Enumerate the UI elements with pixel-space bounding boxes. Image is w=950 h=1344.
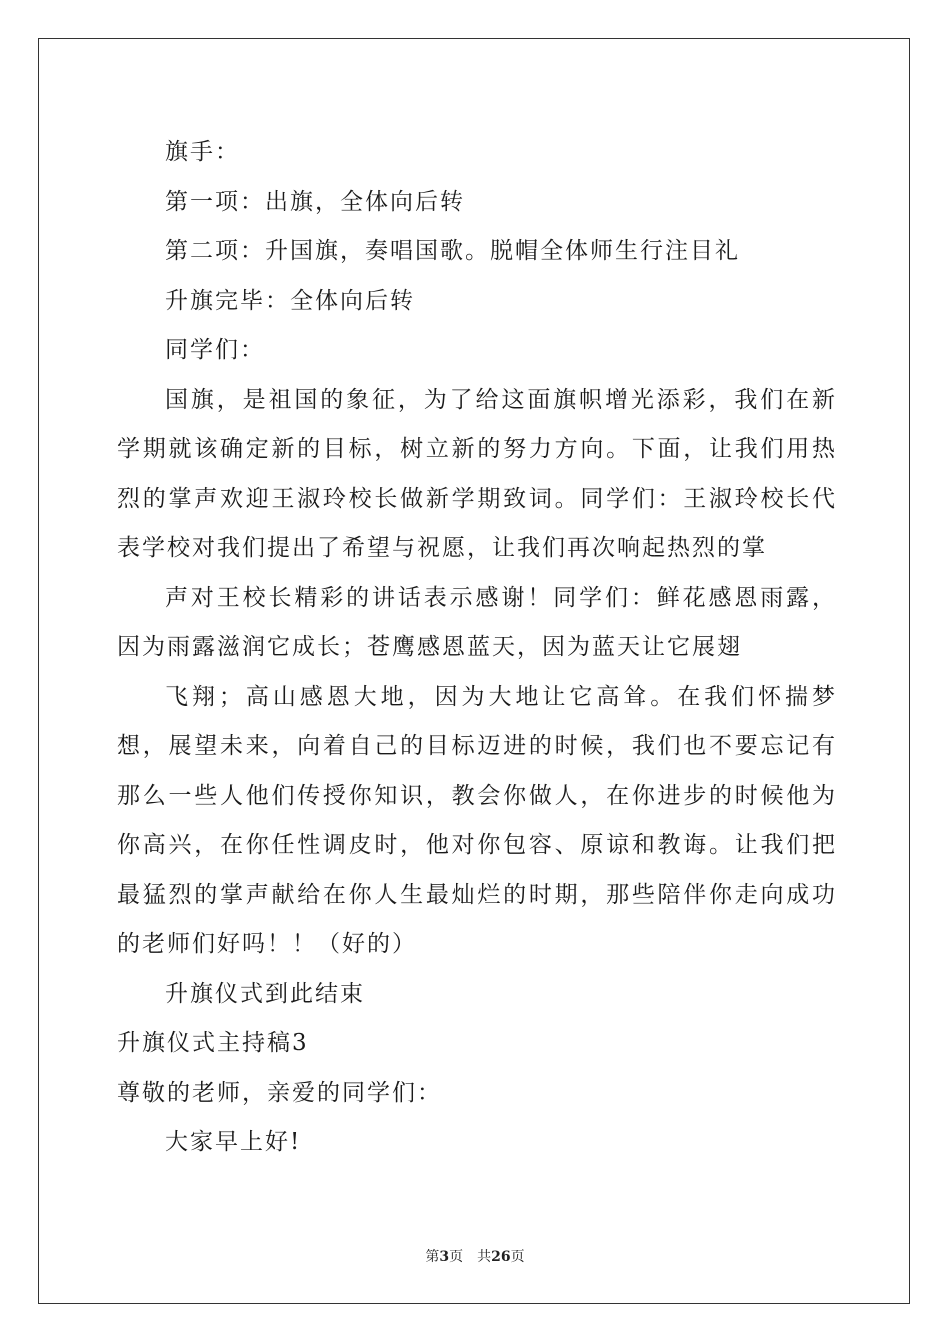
section-heading: 升旗仪式主持稿3 (117, 1030, 309, 1056)
footer-total-prefix: 共 (477, 1249, 492, 1265)
paragraph-national-flag: 国旗，是祖国的象征，为了给这面旗帜增光添彩，我们在新学期就该确定新的目标，树立新的努力方向。下面，让我们用热烈的掌声欢迎王淑玲校长做新学期致词。同学们：王淑玲校长代表学校对我们提出了希望与祝愿，让我们再次响起热烈的掌 (117, 386, 837, 561)
paragraph-good-morning: 大家早上好! (165, 1129, 302, 1155)
page-footer (0, 1246, 950, 1266)
paragraph-flag-raised: 升旗完毕：全体向后转 (165, 287, 415, 314)
paragraph-salutation: 尊敬的老师，亲爱的同学们： (117, 1079, 442, 1106)
total-pages-number: 26 (491, 1249, 511, 1265)
paragraph-thanks: 声对王校长精彩的讲话表示感谢！同学们：鲜花感恩雨露，因为雨露滋润它成长；苍鹰感恩蓝天，因为蓝天让它展翅 (117, 584, 837, 660)
footer-total-suffix: 页 (510, 1249, 525, 1265)
footer-page-suffix: 页 (449, 1249, 464, 1265)
footer-prefix: 第 (425, 1249, 440, 1265)
paragraph-ceremony-end: 升旗仪式到此结束 (165, 980, 365, 1007)
paragraph-greeting: 同学们： (165, 337, 265, 363)
current-page-number: 3 (439, 1249, 450, 1265)
paragraph-flag-bearer: 旗手： (165, 139, 240, 165)
document-body (117, 128, 837, 1168)
paragraph-gratitude: 飞翔；高山感恩大地，因为大地让它高耸。在我们怀揣梦想，展望未来，向着自己的目标迈进的时候，我们也不要忘记有那么一些人他们传授你知识，教会你做人，在你进步的时候他为你高兴，在你任性调皮时，他对你包容、原谅和教诲。让我们把最猛烈的掌声献给在你人生最灿烂的时期，那些陪伴你走向成功的老师们好吗！！（好的） (117, 683, 837, 957)
paragraph-item-two: 第二项：升国旗，奏唱国歌。脱帽全体师生行注目礼 (165, 238, 740, 264)
paragraph-item-one: 第一项：出旗，全体向后转 (165, 188, 465, 215)
